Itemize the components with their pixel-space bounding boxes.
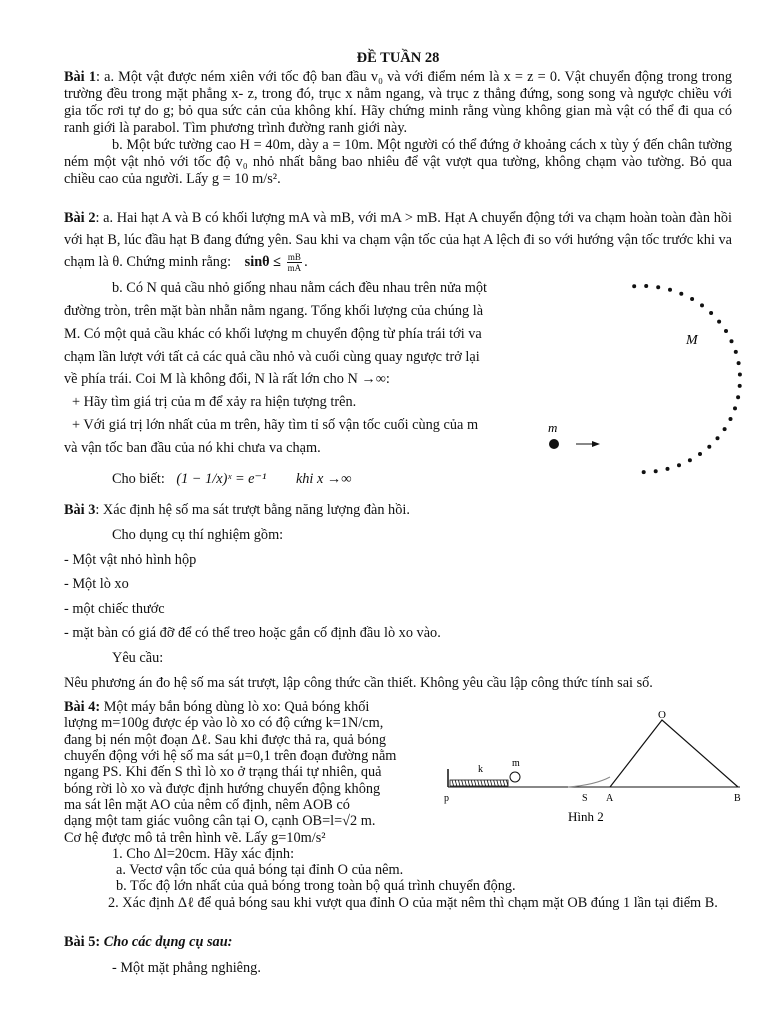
bai2-label: Bài 2 [64,210,96,226]
bai2-b-line: đường tròn, trên mặt bàn nhẵn nằm ngang. Tổng khối lượng của chúng là [64,303,484,320]
small-ball [737,361,741,365]
bai4-line: ngang PS. Khi đến S thì lò xo ở trạng thái tự nhiên, quả [64,764,382,781]
bai2-a-line2: đàn hồi với hạt B, lúc đầu hạt B đang đứng yên. Sau khi va chạm vận tốc của hạt A lệch đi so với hướng [64,210,732,248]
small-ball [666,467,670,471]
small-ball [688,458,692,462]
bai4-line: bóng rời lò xo và được định hướng chuyển động không [64,780,381,797]
bai1-a-text: : a. Một vật được ném xiên với tốc độ ban đầu v₀ và với điểm ném là x = z = 0. Vật chuyển động trong trong trường đều trong mặt phẳng x- z, trong đó, trục x nằm ngang, và trục z thẳng đứng, song song và ngược chiều với gia tốc rơi tự do g; bỏ qua sức cản của không khí. Hãy chứng minh rằng vùng không gian mà vật có thể đi qua có ranh giới là parabol. Tìm phương trình đường ranh giới này. [64,69,732,136]
bai2-a-line3: vận tốc trước khi va chạm là θ. Chứng minh rằng: [64,232,733,270]
label-k: k [478,764,483,776]
label-B: B [734,793,741,805]
small-ball [644,284,648,288]
bai2-given-label: Cho biết: [112,470,165,487]
bai2-given-cond: khi x →∞ [295,470,352,487]
small-ball [723,427,727,431]
bai2-formula-den: mA [287,263,302,274]
small-ball [700,304,704,308]
small-ball [677,463,681,467]
label-P: p [444,793,449,805]
small-ball [730,339,734,343]
bai1-part-a [64,69,732,137]
small-ball [707,445,711,449]
bai4-line: Một máy bắn bóng dùng lò xo: Quả bóng khối [100,699,370,716]
small-ball [690,297,694,301]
fig-label-M: M [686,333,698,349]
ball [510,772,520,782]
bai2-part-b [64,277,530,300]
small-ball [733,407,737,411]
bai2-b-line: và vận tốc ban đầu của nó khi chưa va chạm. [64,439,321,456]
wedge-figure [440,709,740,829]
bai3-label: Bài 3 [64,502,96,519]
small-ball [736,396,740,400]
bai3-tool-item: - Một lò xo [64,576,129,593]
label-S: S [582,793,588,805]
bai3-tool-item: - Một vật nhỏ hình hộp [64,551,197,568]
ball-m [549,439,559,449]
small-ball [668,288,672,292]
bai4-q1: 1. Cho Δl=20cm. Hãy xác định: [112,845,295,862]
bai4-q1a: a. Vectơ vận tốc của quả bóng tại đỉnh O của nêm. [116,862,404,879]
bai1-label: Bài 1 [64,69,96,85]
bai4-line: đang bị nén một đoạn Δℓ. Sau khi được thả ra, quả bóng [64,731,386,748]
ramp-curve [568,777,610,787]
bai2-b-line: chạm lần lượt với tất cả các quả cầu nhỏ và cuối cùng quay ngược trở lại [64,348,480,365]
bai1-part-b: b. Một bức tường cao H = 40m, dày a = 10m. Một người có thể đứng ở khoảng cách x tùy ý đến chân tường ném một vật nhỏ với tốc độ v₀ nhỏ nhất bằng bao nhiêu để vật vượt qua tường, không chạm vào tường. Bỏ qua chiều cao của người. Lấy g = 10 m/s². [64,137,732,187]
fig-label-m: m [548,420,558,436]
bai2-b-bullet: + Với giá trị lớn nhất của m trên, hãy tìm tỉ số vận tốc cuối cùng của m [72,417,479,433]
bai3-req-title: Yêu cầu: [112,649,164,666]
bai5-section [64,929,732,981]
bai4-line: Cơ hệ được mô tả trên hình vẽ. Lấy g=10m/s² [64,829,326,846]
bai2-a-line1: : a. Hai hạt A và B có khối lượng mA và mB, với mA > mB. Hạt A chuyển động tới va chạm hoàn toàn [95,210,686,226]
bai5-label: Bài 5: [64,934,101,950]
bai3-section [64,498,732,695]
small-ball [724,329,728,333]
bai5-item: - Một mặt phẳng nghiêng. [112,960,261,976]
small-ball [642,470,646,474]
bai2-b-line: M. Có một quả cầu khác có khối lượng m chuyển động từ phía trái tới va [64,325,482,342]
bai2-formula-lhs: sinθ ≤ [244,254,282,270]
bai2-b-bullet: + Hãy tìm giá trị của m để xảy ra hiện tượng trên. [72,394,357,411]
bai3-req-text: Nêu phương án đo hệ số ma sát trượt, lập công thức cần thiết. Không yêu cầu lập công thức tính sai số. [64,674,653,691]
bai3-intro: : Xác định hệ số ma sát trượt bằng năng lượng đàn hồi. [95,502,410,519]
small-ball [654,469,658,473]
bai2-part-a: Bài 2: a. Hai hạt A và B có khối lượng mA và mB, với mA > mB. Hạt A chuyển động tới va chạm hoàn toàn đàn hồi với hạt B, lúc đầu hạt B đang đứng yên. Sau khi va chạm vận tốc của hạt A lệch đi so với hướng vận tốc trước khi va chạm là θ. Chứng minh rằng: sinθ ≤ $\frac{mB}{mA}$ . [64,210,733,274]
bai2-given [64,468,530,491]
small-ball [698,452,702,456]
small-ball [734,350,738,354]
bai2-given-formula: (1 − 1/x)ˣ = e⁻¹ [176,470,267,487]
small-ball [709,311,713,315]
label-A: A [606,793,614,805]
label-O: O [658,709,666,722]
small-ball [716,437,720,441]
bai4-q1b: b. Tốc độ lớn nhất của quả bóng trong toàn bộ quá trình chuyển động. [116,878,516,895]
bai4-questions [64,846,732,911]
bai3-tool-item: - một chiếc thước [64,600,165,617]
document-page [64,50,741,981]
small-ball [656,285,660,289]
bai2-b-line: b. Có N quả cầu nhỏ giống nhau nằm cách đều nhau trên nửa một [112,280,487,297]
bai2-part-b-row [64,277,732,490]
bai3-tool-item: - mặt bàn có giá đỡ để có thể treo hoặc gắn cố định đầu lò xo vào. [64,625,441,642]
bai3-tools-title: Cho dụng cụ thí nghiệm gồm: [112,526,284,543]
wedge-AOB [610,720,738,787]
bai4-section [64,699,741,911]
bai2-formula-fraction [287,252,303,273]
page-title: ĐỀ TUẦN 28 [356,50,440,66]
bai2-b-line: về phía trái. Coi M là không đổi, N là rất lớn cho N →∞: [64,371,390,388]
bai5-heading: Cho các dụng cụ sau: [100,934,233,950]
small-ball [729,417,733,421]
figure-caption: Hình 2 [568,809,604,825]
semicircle-balls-figure [534,269,734,459]
small-ball [717,320,721,324]
bai2-formula-num: mB [287,252,301,263]
bai4-line: chuyển động với hệ số ma sát μ=0,1 trên đoạn đường nằm [64,748,397,765]
bai4-line: ma sát lên mặt AO của nêm cố định, nêm AOB có [64,796,350,813]
bai4-label: Bài 4: [64,699,101,716]
small-ball [738,384,742,388]
arrow-head [592,441,600,447]
small-ball [679,292,683,296]
bai4-q2: 2. Xác định Δℓ để quả bóng sau khi vượt qua đỉnh O của mặt nêm thì chạm mặt OB đúng 1 lần tại điểm B. [108,894,718,911]
bai4-text [64,699,426,846]
bai4-line: lượng m=100g được ép vào lò xo có độ cứng k=1N/cm, [64,715,384,732]
bai4-line: dạng một tam giác vuông cân tại O, cạnh OB=l=√2 m. [64,813,376,830]
small-ball [632,284,636,288]
label-m: m [512,758,520,770]
small-ball [738,373,742,377]
semicircle-dots [632,284,742,474]
